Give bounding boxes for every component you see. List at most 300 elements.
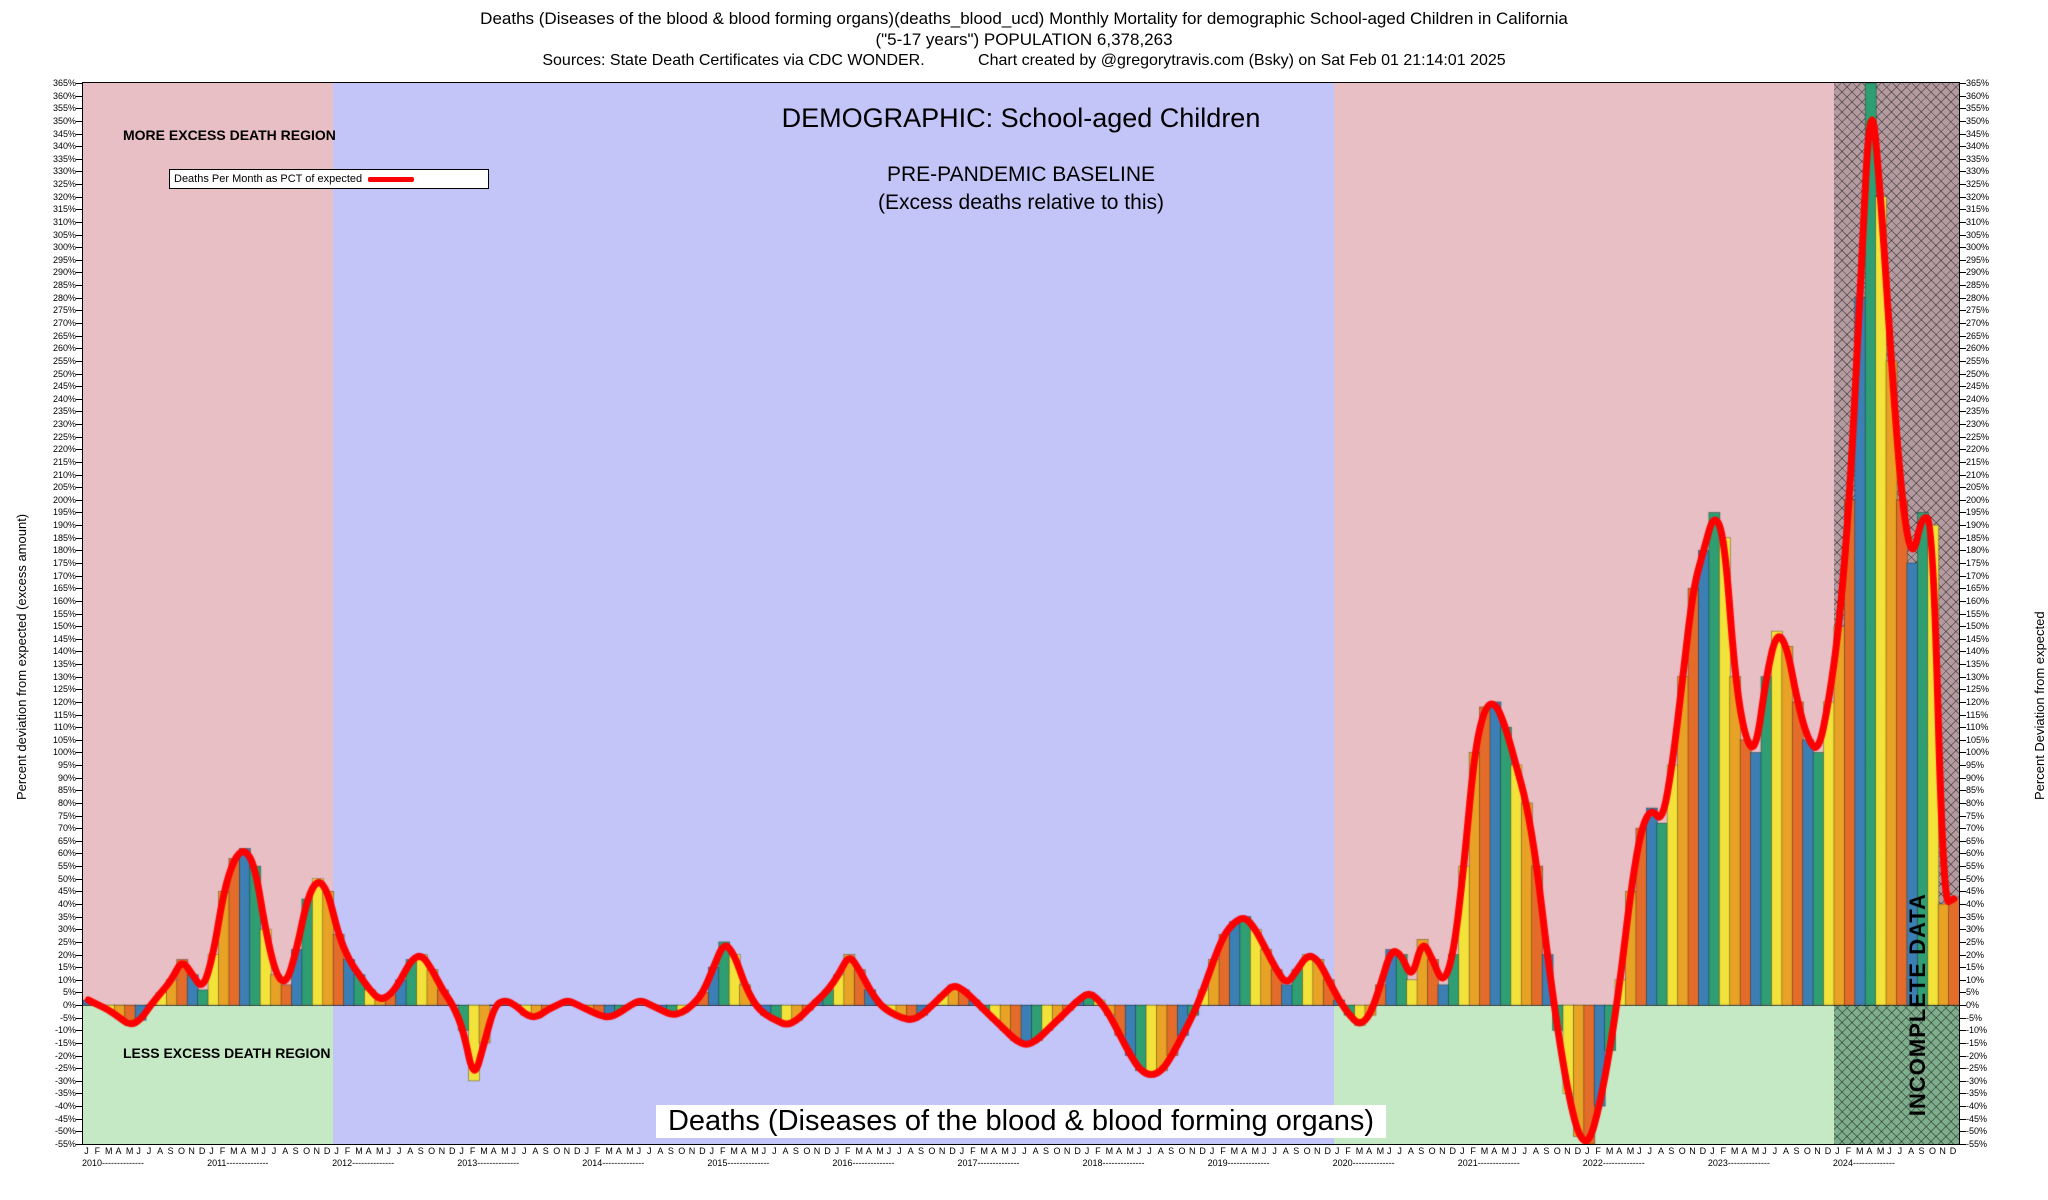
y-tick-label: 260%: [52, 343, 76, 354]
y-tick-mark: [1960, 1131, 1966, 1132]
y-tick-mark: [1960, 841, 1966, 842]
x-tick-month: J: [1772, 1146, 1778, 1156]
y-tick-label: 35%: [1966, 911, 1985, 922]
y-tick-label: 285%: [52, 280, 76, 291]
y-tick-mark: [1960, 1030, 1966, 1031]
y-tick-label: 135%: [52, 659, 76, 670]
y-tick-label: 50%: [57, 873, 76, 884]
y-tick-mark: [1960, 1093, 1966, 1094]
y-tick-label: -5%: [1966, 1012, 1983, 1023]
y-tick-label: 150%: [1966, 621, 1990, 632]
x-tick-month: N: [688, 1146, 696, 1156]
x-tick-month: J: [1334, 1146, 1340, 1156]
x-tick-month: D: [1699, 1146, 1707, 1156]
y-tick-label: -45%: [54, 1113, 76, 1124]
x-tick-month: D: [824, 1146, 831, 1156]
y-tick-mark: [1960, 260, 1966, 261]
y-tick-mark: [1960, 121, 1966, 122]
x-tick-month: M: [1105, 1146, 1114, 1156]
x-tick-month: O: [553, 1146, 561, 1156]
y-tick-mark: [1960, 134, 1966, 135]
x-tick-month: J: [261, 1146, 266, 1156]
x-tick-month: J: [1887, 1146, 1892, 1156]
y-tick-label: 170%: [1966, 570, 1990, 581]
y-tick-mark: [1960, 500, 1966, 501]
y-tick-mark: [1960, 1081, 1966, 1082]
x-tick-month: A: [1366, 1146, 1373, 1156]
y-tick-label: 350%: [1966, 115, 1990, 126]
y-tick-label: 240%: [52, 393, 76, 404]
x-tick-month: J: [386, 1146, 391, 1156]
y-tick-label: -15%: [54, 1037, 76, 1048]
y-tick-mark: [1960, 727, 1966, 728]
y-tick-label: 60%: [57, 848, 76, 859]
y-tick-label: 360%: [52, 90, 76, 101]
y-tick-label: -30%: [54, 1075, 76, 1086]
y-tick-mark: [1960, 361, 1966, 362]
x-tick-month: J: [1762, 1146, 1767, 1156]
x-tick-month: J: [886, 1146, 892, 1156]
y-tick-label: 175%: [1966, 557, 1990, 568]
y-tick-label: 90%: [57, 772, 76, 783]
x-tick-month: F: [1470, 1146, 1476, 1156]
y-tick-label: 45%: [57, 886, 76, 897]
y-tick-label: 110%: [1966, 722, 1989, 733]
y-tick-label: 320%: [52, 191, 76, 202]
y-tick-label: 75%: [1966, 810, 1985, 821]
x-tick-month: O: [678, 1146, 686, 1156]
y-tick-label: 100%: [1966, 747, 1990, 758]
y-tick-label: 275%: [52, 305, 76, 316]
y-tick-label: 255%: [52, 355, 76, 366]
x-tick-month: M: [1480, 1146, 1489, 1156]
y-tick-label: 140%: [52, 646, 76, 657]
y-tick-label: -35%: [54, 1088, 76, 1099]
y-tick-label: 115%: [53, 709, 76, 720]
y-tick-label: 365%: [1966, 78, 1990, 88]
y-tick-label: 115%: [1966, 709, 1989, 720]
y-tick-mark: [1960, 323, 1966, 324]
y-tick-label: 270%: [52, 317, 76, 328]
x-tick-month: A: [740, 1146, 747, 1156]
y-tick-mark: [1960, 803, 1966, 804]
y-tick-label: 165%: [52, 583, 76, 594]
y-tick-label: 55%: [1966, 861, 1985, 872]
chart-sources-line: Sources: State Death Certificates via CDC WONDER. Chart created by @gregorytravis.com (Bsky) on Sat Feb 01 21:14:01 2025: [542, 52, 1506, 69]
y-tick-label: 330%: [1966, 166, 1990, 177]
y-tick-mark: [1960, 437, 1966, 438]
chart-title-line-2: ("5-17 years") POPULATION 6,378,263: [875, 30, 1173, 49]
x-tick-month: N: [1314, 1146, 1321, 1156]
x-tick-month: M: [1855, 1146, 1864, 1156]
x-tick-month: S: [792, 1146, 799, 1156]
y-tick-label: -45%: [1966, 1113, 1988, 1124]
x-tick-month: M: [1355, 1146, 1364, 1156]
y-tick-label: 100%: [52, 747, 76, 758]
y-tick-mark: [1960, 967, 1966, 968]
y-tick-label: 250%: [1966, 368, 1990, 379]
x-tick-month: N: [1939, 1146, 1946, 1156]
x-tick-month: M: [1876, 1146, 1885, 1156]
y-tick-mark: [1960, 651, 1966, 652]
y-tick-label: 360%: [1966, 90, 1990, 101]
y-tick-mark: [1960, 929, 1966, 930]
y-tick-mark: [1960, 336, 1966, 337]
y-tick-label: 0%: [62, 1000, 76, 1011]
y-tick-label: -50%: [1966, 1126, 1988, 1137]
x-tick-month: J: [1209, 1146, 1215, 1156]
series-canvas: [83, 83, 1959, 1144]
y-tick-label: 300%: [1966, 242, 1990, 253]
y-tick-mark: [1960, 601, 1966, 602]
x-tick-month: F: [719, 1146, 726, 1156]
y-tick-mark: [1960, 424, 1966, 425]
y-tick-label: 10%: [1966, 974, 1985, 985]
x-tick-month: A: [615, 1146, 622, 1156]
x-tick-month: M: [501, 1146, 509, 1156]
legend: [169, 169, 489, 189]
x-tick-month: J: [1084, 1146, 1090, 1156]
y-tick-label: 180%: [1966, 545, 1990, 556]
x-tick-month: J: [1522, 1146, 1527, 1156]
y-tick-label: -15%: [1966, 1037, 1988, 1048]
y-tick-label: 50%: [1966, 873, 1985, 884]
y-tick-label: 345%: [52, 128, 76, 139]
x-tick-month: F: [1845, 1146, 1852, 1156]
y-tick-label: -55%: [1966, 1139, 1988, 1149]
y-tick-mark: [1960, 891, 1966, 892]
y-tick-mark: [1960, 715, 1966, 716]
y-tick-label: 30%: [1966, 924, 1985, 935]
x-tick-month: F: [1720, 1146, 1726, 1156]
x-tick-month: S: [1293, 1146, 1300, 1156]
y-tick-label: 160%: [52, 595, 76, 606]
y-tick-label: 200%: [52, 494, 76, 505]
x-tick-month: D: [1074, 1146, 1081, 1156]
y-tick-label: 315%: [52, 204, 76, 215]
y-tick-label: 225%: [1966, 431, 1990, 442]
y-tick-label: 245%: [1966, 381, 1990, 392]
x-tick-month: M: [1251, 1146, 1259, 1156]
x-tick-year: 2014--------------: [582, 1158, 645, 1168]
x-tick-month: J: [1147, 1146, 1152, 1156]
y-tick-label: 55%: [57, 861, 76, 872]
y-tick-label: 140%: [1966, 646, 1990, 657]
y-tick-mark: [1960, 664, 1966, 665]
x-tick-month: O: [428, 1146, 436, 1156]
y-tick-mark: [1960, 374, 1966, 375]
x-tick-month: J: [146, 1146, 152, 1156]
x-tick-year: 2016--------------: [832, 1158, 895, 1168]
x-tick-month: J: [897, 1146, 902, 1156]
x-tick-month: O: [803, 1146, 811, 1156]
x-tick-month: D: [448, 1146, 456, 1156]
x-tick-month: J: [1897, 1146, 1903, 1156]
x-tick-month: F: [1220, 1146, 1226, 1156]
x-tick-month: M: [751, 1146, 759, 1156]
y-tick-mark: [1960, 108, 1966, 109]
x-tick-month: N: [1439, 1146, 1446, 1156]
legend-label: Deaths Per Month as PCT of expected: [174, 173, 363, 185]
x-tick-month: N: [1814, 1146, 1821, 1156]
y-tick-label: -10%: [1966, 1025, 1988, 1036]
y-tick-label: 350%: [52, 115, 76, 126]
y-tick-mark: [1960, 159, 1966, 160]
x-tick-month: A: [365, 1146, 372, 1156]
y-tick-mark: [1960, 904, 1966, 905]
y-tick-label: 365%: [52, 78, 76, 88]
plot-area: [82, 82, 1960, 1145]
x-tick-year: 2024--------------: [1832, 1158, 1895, 1168]
y-tick-mark: [1960, 538, 1966, 539]
x-tick-month: M: [105, 1146, 113, 1156]
y-tick-mark: [1960, 942, 1966, 943]
x-tick-month: A: [865, 1146, 872, 1156]
x-tick-month: S: [1043, 1146, 1050, 1156]
x-tick-month: F: [594, 1146, 601, 1156]
y-tick-mark: [1960, 992, 1966, 993]
y-tick-label: 210%: [52, 469, 76, 480]
x-tick-month: A: [1741, 1146, 1748, 1156]
x-tick-month: J: [1136, 1146, 1142, 1156]
y-tick-label: 335%: [1966, 153, 1990, 164]
y-tick-label: 230%: [52, 419, 76, 430]
y-tick-label: 35%: [57, 911, 76, 922]
y-tick-mark: [1960, 285, 1966, 286]
y-tick-label: -55%: [54, 1139, 76, 1149]
x-tick-month: J: [772, 1146, 777, 1156]
y-tick-label: -20%: [1966, 1050, 1988, 1061]
annotation-more-excess: MORE EXCESS DEATH REGION: [123, 127, 336, 143]
x-tick-month: O: [1303, 1146, 1311, 1156]
x-tick-month: J: [1647, 1146, 1653, 1156]
x-tick-year: 2018--------------: [1082, 1158, 1145, 1168]
legend-color-swatch: [368, 177, 414, 182]
y-tick-label: 310%: [52, 216, 76, 227]
y-tick-mark: [1960, 222, 1966, 223]
y-tick-label: 120%: [1966, 696, 1990, 707]
y-tick-label: 190%: [1966, 520, 1990, 531]
x-tick-month: O: [1428, 1146, 1436, 1156]
y-tick-label: 145%: [1966, 633, 1990, 644]
x-tick-month: J: [1397, 1146, 1402, 1156]
y-tick-mark: [1960, 512, 1966, 513]
y-tick-mark: [1960, 576, 1966, 577]
y-tick-label: 190%: [52, 520, 76, 531]
y-tick-mark: [1960, 399, 1966, 400]
x-tick-month: O: [303, 1146, 311, 1156]
y-tick-label: 10%: [57, 974, 76, 985]
y-tick-mark: [1960, 298, 1966, 299]
y-tick-label: 215%: [1966, 456, 1990, 467]
y-tick-label: 5%: [62, 987, 76, 998]
x-tick-year: 2019--------------: [1207, 1158, 1270, 1168]
y-tick-label: 30%: [57, 924, 76, 935]
y-tick-mark: [1960, 411, 1966, 412]
x-tick-month: D: [1574, 1146, 1582, 1156]
x-tick-month: J: [459, 1146, 464, 1156]
x-tick-month: A: [1032, 1146, 1039, 1156]
x-tick-month: O: [178, 1146, 186, 1156]
y-tick-mark: [1960, 955, 1966, 956]
y-tick-mark: [1960, 1119, 1966, 1120]
x-tick-month: D: [1449, 1146, 1457, 1156]
y-tick-label: 180%: [52, 545, 76, 556]
x-tick-month: M: [480, 1146, 488, 1156]
y-tick-label: 235%: [52, 406, 76, 417]
x-tick-month: O: [1803, 1146, 1811, 1156]
y-tick-mark: [1960, 1106, 1966, 1107]
y-tick-mark: [1960, 1018, 1966, 1019]
y-tick-mark: [1960, 639, 1966, 640]
x-tick-month: S: [1793, 1146, 1800, 1156]
y-tick-label: 45%: [1966, 886, 1985, 897]
x-tick-month: S: [917, 1146, 924, 1156]
y-tick-mark: [1960, 614, 1966, 615]
x-tick-month: A: [1908, 1146, 1915, 1156]
y-tick-label: 65%: [1966, 835, 1985, 846]
y-tick-label: 305%: [52, 229, 76, 240]
x-tick-month: J: [1585, 1146, 1590, 1156]
y-tick-mark: [1960, 1005, 1966, 1006]
x-tick-month: A: [1491, 1146, 1498, 1156]
x-tick-month: A: [907, 1146, 914, 1156]
x-tick-month: F: [469, 1146, 476, 1156]
y-tick-label: 40%: [1966, 899, 1985, 909]
y-tick-mark: [1960, 475, 1966, 476]
x-tick-month: M: [250, 1146, 259, 1156]
x-tick-month: F: [219, 1146, 226, 1156]
y-tick-label: 255%: [1966, 355, 1990, 366]
x-tick-month: N: [938, 1146, 946, 1156]
y-tick-mark: [1960, 816, 1966, 817]
y-tick-mark: [1960, 778, 1966, 779]
y-tick-label: 160%: [1966, 595, 1990, 606]
y-tick-mark: [1960, 1043, 1966, 1044]
x-tick-month: F: [344, 1146, 351, 1156]
x-tick-month: D: [574, 1146, 581, 1156]
x-tick-month: A: [1616, 1146, 1623, 1156]
y-tick-label: 110%: [53, 722, 76, 733]
annotation-demographic: DEMOGRAPHIC: School-aged Children: [781, 103, 1261, 133]
x-tick-month: F: [1345, 1146, 1351, 1156]
x-tick-month: M: [125, 1146, 134, 1156]
x-tick-year: 2015--------------: [707, 1158, 770, 1168]
y-tick-label: 40%: [57, 899, 76, 909]
y-tick-label: 185%: [1966, 532, 1990, 543]
x-tick-month: D: [1199, 1146, 1206, 1156]
y-tick-mark: [1960, 184, 1966, 185]
x-tick-month: J: [1272, 1146, 1277, 1156]
y-tick-mark: [1960, 525, 1966, 526]
x-tick-month: J: [1637, 1146, 1642, 1156]
y-tick-label: -25%: [1966, 1063, 1988, 1074]
y-tick-label: 60%: [1966, 848, 1985, 859]
x-tick-month: A: [1282, 1146, 1289, 1156]
x-tick-month: J: [271, 1146, 277, 1156]
y-tick-label: 20%: [1966, 949, 1985, 960]
x-tick-month: M: [376, 1146, 384, 1156]
x-tick-month: A: [240, 1146, 247, 1156]
x-tick-month: A: [1657, 1146, 1664, 1156]
y-tick-label: 240%: [1966, 393, 1990, 404]
y-tick-mark: [1960, 879, 1966, 880]
x-tick-year: 2011--------------: [207, 1158, 269, 1168]
y-tick-mark: [1960, 588, 1966, 589]
y-tick-label: 170%: [52, 570, 76, 581]
x-tick-month: J: [584, 1146, 589, 1156]
x-tick-month: O: [928, 1146, 936, 1156]
x-tick-month: M: [980, 1146, 989, 1156]
annotation-baseline: [878, 161, 1164, 217]
x-tick-month: A: [115, 1146, 122, 1156]
y-tick-label: 265%: [1966, 330, 1990, 341]
x-tick-year: 2021--------------: [1457, 1158, 1520, 1168]
x-tick-month: F: [1595, 1146, 1601, 1156]
x-tick-month: M: [1230, 1146, 1239, 1156]
y-tick-label: 230%: [1966, 419, 1990, 430]
x-tick-month: N: [313, 1146, 320, 1156]
y-tick-mark: [1960, 272, 1966, 273]
x-tick-month: O: [1178, 1146, 1186, 1156]
x-tick-month: J: [1710, 1146, 1715, 1156]
x-tick-month: S: [167, 1146, 174, 1156]
y-tick-label: 135%: [1966, 659, 1990, 670]
y-tick-label: -35%: [1966, 1088, 1988, 1099]
y-tick-mark: [1960, 310, 1966, 311]
x-tick-month: D: [1824, 1146, 1832, 1156]
x-tick-month: F: [94, 1146, 101, 1156]
x-tick-month: N: [188, 1146, 195, 1156]
y-tick-mark: [1960, 83, 1966, 84]
x-tick-month: M: [1126, 1146, 1134, 1156]
y-tick-label: 195%: [52, 507, 76, 518]
y-tick-label: 130%: [52, 671, 76, 682]
x-tick-month: S: [667, 1146, 674, 1156]
x-tick-month: J: [1386, 1146, 1392, 1156]
y-tick-label: 95%: [57, 760, 76, 771]
y-tick-label: 210%: [1966, 469, 1990, 480]
x-tick-month: S: [1668, 1146, 1675, 1156]
y-tick-mark: [1960, 828, 1966, 829]
y-tick-mark: [1960, 386, 1966, 387]
y-tick-label: 185%: [52, 532, 76, 543]
x-tick-month: N: [1063, 1146, 1071, 1156]
x-tick-month: M: [855, 1146, 863, 1156]
x-tick-month: O: [1553, 1146, 1561, 1156]
y-tick-mark: [1960, 197, 1966, 198]
x-tick-month: A: [990, 1146, 997, 1156]
x-tick-month: A: [782, 1146, 789, 1156]
y-tick-label: 90%: [1966, 772, 1985, 783]
x-tick-month: F: [970, 1146, 976, 1156]
y-tick-label: 85%: [1966, 785, 1985, 796]
x-tick-year: 2023--------------: [1707, 1158, 1770, 1168]
y-tick-label: 150%: [52, 621, 76, 632]
x-tick-month: M: [355, 1146, 363, 1156]
y-tick-mark: [1960, 866, 1966, 867]
y-tick-label: 295%: [1966, 254, 1990, 265]
x-tick-month: A: [490, 1146, 497, 1156]
y-tick-mark: [1960, 740, 1966, 741]
x-tick-month: M: [730, 1146, 738, 1156]
x-tick-month: A: [1241, 1146, 1248, 1156]
y-tick-mark: [1960, 1056, 1966, 1057]
y-tick-label: 275%: [1966, 305, 1990, 316]
x-tick-month: S: [292, 1146, 299, 1156]
y-tick-label: 95%: [1966, 760, 1985, 771]
y-tick-label: 75%: [57, 810, 76, 821]
